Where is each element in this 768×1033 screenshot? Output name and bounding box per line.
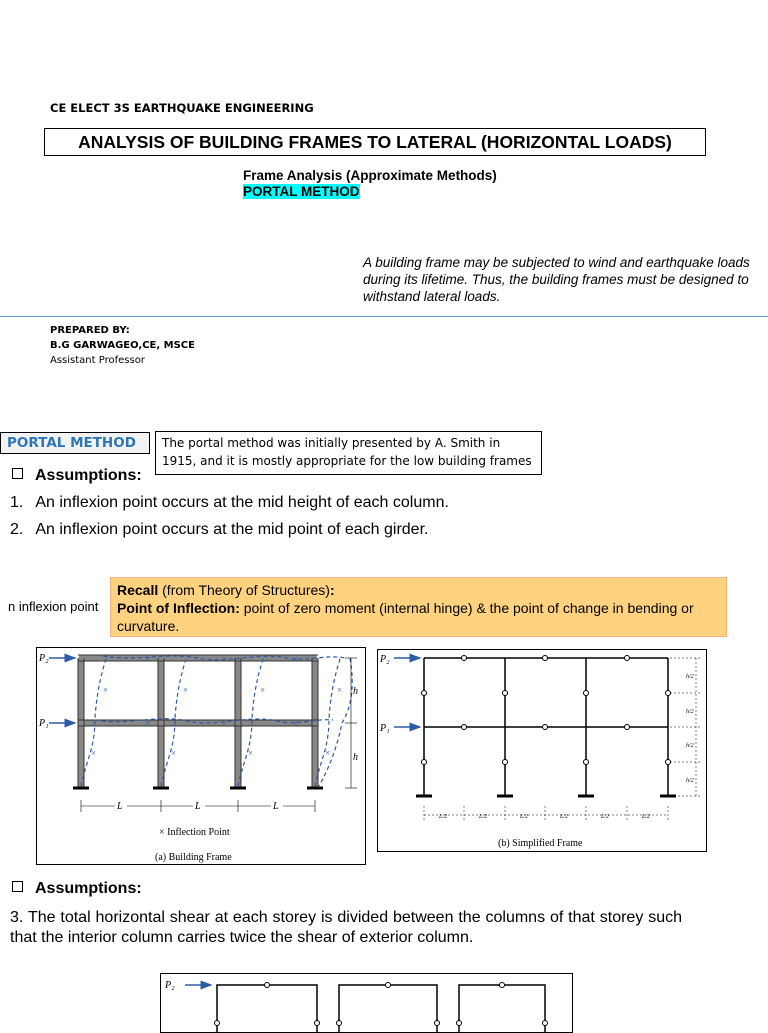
assumption-item-1: 1. An inflexion point occurs at the mid height of each column. [10, 494, 449, 511]
fig-b-p2: P₂ [380, 654, 390, 665]
divider-line [0, 316, 768, 317]
svg-text:×: × [222, 718, 228, 728]
portal-method-note: The portal method was initially presented by A. Smith in 1915, and it is mostly appropriate for the low building frames [155, 431, 542, 475]
subtitle: Frame Analysis (Approximate Methods) [243, 168, 497, 183]
fig-a-L-2: L [195, 801, 201, 812]
fig-b-half-L-4: L/2 [560, 814, 569, 820]
svg-text:×: × [260, 685, 266, 695]
fig-b-half-L-2: L/2 [479, 814, 488, 820]
fig-c-p2: P₂ [165, 980, 175, 991]
clipped-text: n inflexion point [8, 599, 99, 614]
fig-b-half-L-5: L/2 [601, 814, 610, 820]
fig-b-caption: (b) Simplified Frame [498, 838, 583, 849]
fig-b-half-L-3: L/2 [520, 814, 529, 820]
assumptions-heading-2: Assumptions: [12, 880, 142, 898]
fig-a-L-3: L [273, 801, 279, 812]
svg-text:×: × [325, 748, 331, 758]
fig-b-half-h-3: h/2 [686, 743, 694, 749]
checkbox-bullet-icon [12, 468, 23, 479]
svg-text:×: × [293, 654, 299, 664]
method-highlight: PORTAL METHOD [243, 184, 360, 199]
assumption-item-3: 3. The total horizontal shear at each storey is divided between the columns of that storey such that the interior column carries twice the shear of exterior column. [10, 909, 682, 946]
assumption-item-2: 2. An inflexion point occurs at the mid point of each girder. [10, 521, 429, 538]
prepared-label: PREPARED BY: [50, 325, 130, 336]
fig-b-half-h-2: h/2 [686, 709, 694, 715]
course-title: CE ELECT 3S EARTHQUAKE ENGINEERING [50, 101, 314, 115]
checkbox-bullet-icon [12, 881, 23, 892]
author-name: B.G GARWAGEO,CE, MSCE [50, 340, 195, 351]
fig-a-p1: P₁ [39, 718, 49, 729]
portal-method-label: PORTAL METHOD [0, 432, 150, 454]
figure-building-frame [36, 647, 366, 865]
prepared-by-block [50, 323, 195, 368]
fig-b-half-h-1: h/2 [686, 674, 694, 680]
svg-text:×: × [171, 748, 177, 758]
svg-text:×: × [183, 685, 189, 695]
svg-text:×: × [248, 748, 254, 758]
document-title: ANALYSIS OF BUILDING FRAMES TO LATERAL (HORIZONTAL LOADS) [44, 128, 706, 156]
fig-a-legend: × Inflection Point [159, 827, 230, 838]
recall-callout: Recall (from Theory of Structures): Point of Inflection: point of zero moment (internal hinge) & the point of change in bending or curvature. [110, 577, 727, 637]
fig-a-h-lower: h [353, 752, 358, 763]
svg-text:×: × [103, 685, 109, 695]
author-position: Assistant Professor [50, 355, 145, 366]
figure-portal-frame-partial [160, 973, 573, 1033]
figure-simplified-frame [377, 649, 707, 852]
fig-b-half-L-1: L/2 [439, 814, 448, 820]
fig-a-L-1: L [117, 801, 123, 812]
svg-text:×: × [145, 718, 151, 728]
fig-b-half-L-6: L/2 [642, 814, 651, 820]
svg-text:×: × [145, 654, 151, 664]
fig-a-p2: P₂ [39, 653, 49, 664]
fig-b-half-h-4: h/2 [686, 778, 694, 784]
svg-text:×: × [337, 685, 343, 695]
fig-a-caption: (a) Building Frame [155, 852, 232, 863]
subtitle-block [243, 168, 497, 200]
svg-text:×: × [91, 748, 97, 758]
intro-paragraph: A building frame may be subjected to wind and earthquake loads during its lifetime. Thus, the building frames must be designed to withstand lateral loads. [363, 255, 750, 304]
fig-a-h-upper: h [353, 686, 358, 697]
fig-b-p1: P₁ [380, 723, 390, 734]
svg-text:×: × [293, 718, 299, 728]
svg-text:×: × [222, 654, 228, 664]
assumptions-heading-1: Assumptions: [12, 467, 142, 485]
